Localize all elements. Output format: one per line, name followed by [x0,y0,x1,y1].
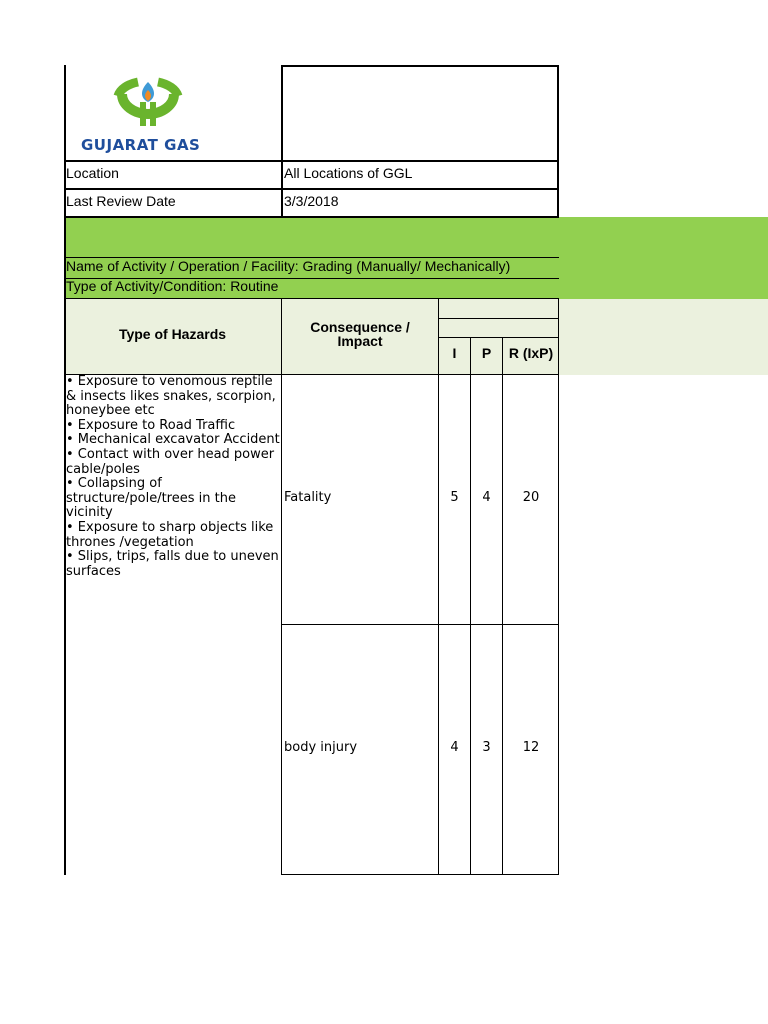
activity-bottom-line [64,298,559,299]
location-value: All Locations of GGL [284,165,413,181]
table-row-p: 3 [482,740,491,755]
review-top-line [64,188,559,190]
table-row-p: 4 [482,490,491,505]
col-divider-5 [558,298,559,875]
activity-name: Name of Activity / Operation / Facility: Grading (Manually/ Mechanically) [66,258,511,274]
header-sub-line-1 [438,318,559,319]
list-item: • Contact with over head power cable/poles [66,446,275,477]
review-date-value: 3/3/2018 [284,193,339,209]
company-logo [78,74,218,156]
col-divider-1 [281,298,282,875]
header-right-border [557,65,559,217]
hazards-list [66,375,280,579]
table-row-r: 12 [522,740,540,755]
list-item: • Mechanical excavator Accident [66,432,280,448]
col-divider-3 [470,337,471,875]
col-divider-4 [502,337,503,875]
location-label: Location [66,165,119,181]
list-item: • Collapsing of structure/pole/trees in the vicinity [66,476,236,521]
header-sub-line-2 [438,337,559,338]
list-item: • Slips, trips, falls due to uneven surfaces [66,549,279,579]
col-p-header: P [481,345,492,361]
table-row-i: 4 [450,740,459,755]
list-item: • Exposure to sharp objects like thrones /vegetation [66,519,274,550]
table-row-consequence: Fatality [284,490,332,505]
list-item: • Exposure to Road Traffic [66,417,236,433]
location-top-line [64,160,559,162]
logo-box-border [281,65,283,217]
top-border [281,65,559,67]
row-divider [281,624,559,625]
table-bottom-line [281,874,559,875]
col-divider-2 [438,298,439,875]
list-item: • Exposure to venomous reptile & insects likes snakes, scorpion, honeybee etc [66,374,276,419]
activity-type: Type of Activity/Condition: Routine [66,278,279,294]
col-hazards-header: Type of Hazards [118,326,227,342]
green-banner [65,217,768,257]
col-r-header: R (IxP) [508,345,554,361]
col-consequence-header-2: Impact [337,333,383,349]
col-consequence-header-1: Consequence / [310,319,410,335]
table-row-i: 5 [450,490,459,505]
table-row-consequence: body injury [284,740,358,755]
review-date-label: Last Review Date [66,193,176,209]
col-i-header: I [452,345,457,361]
company-name: GUJARAT GAS [81,136,201,154]
review-bottom-line [64,216,559,218]
table-row-r: 20 [522,490,540,505]
